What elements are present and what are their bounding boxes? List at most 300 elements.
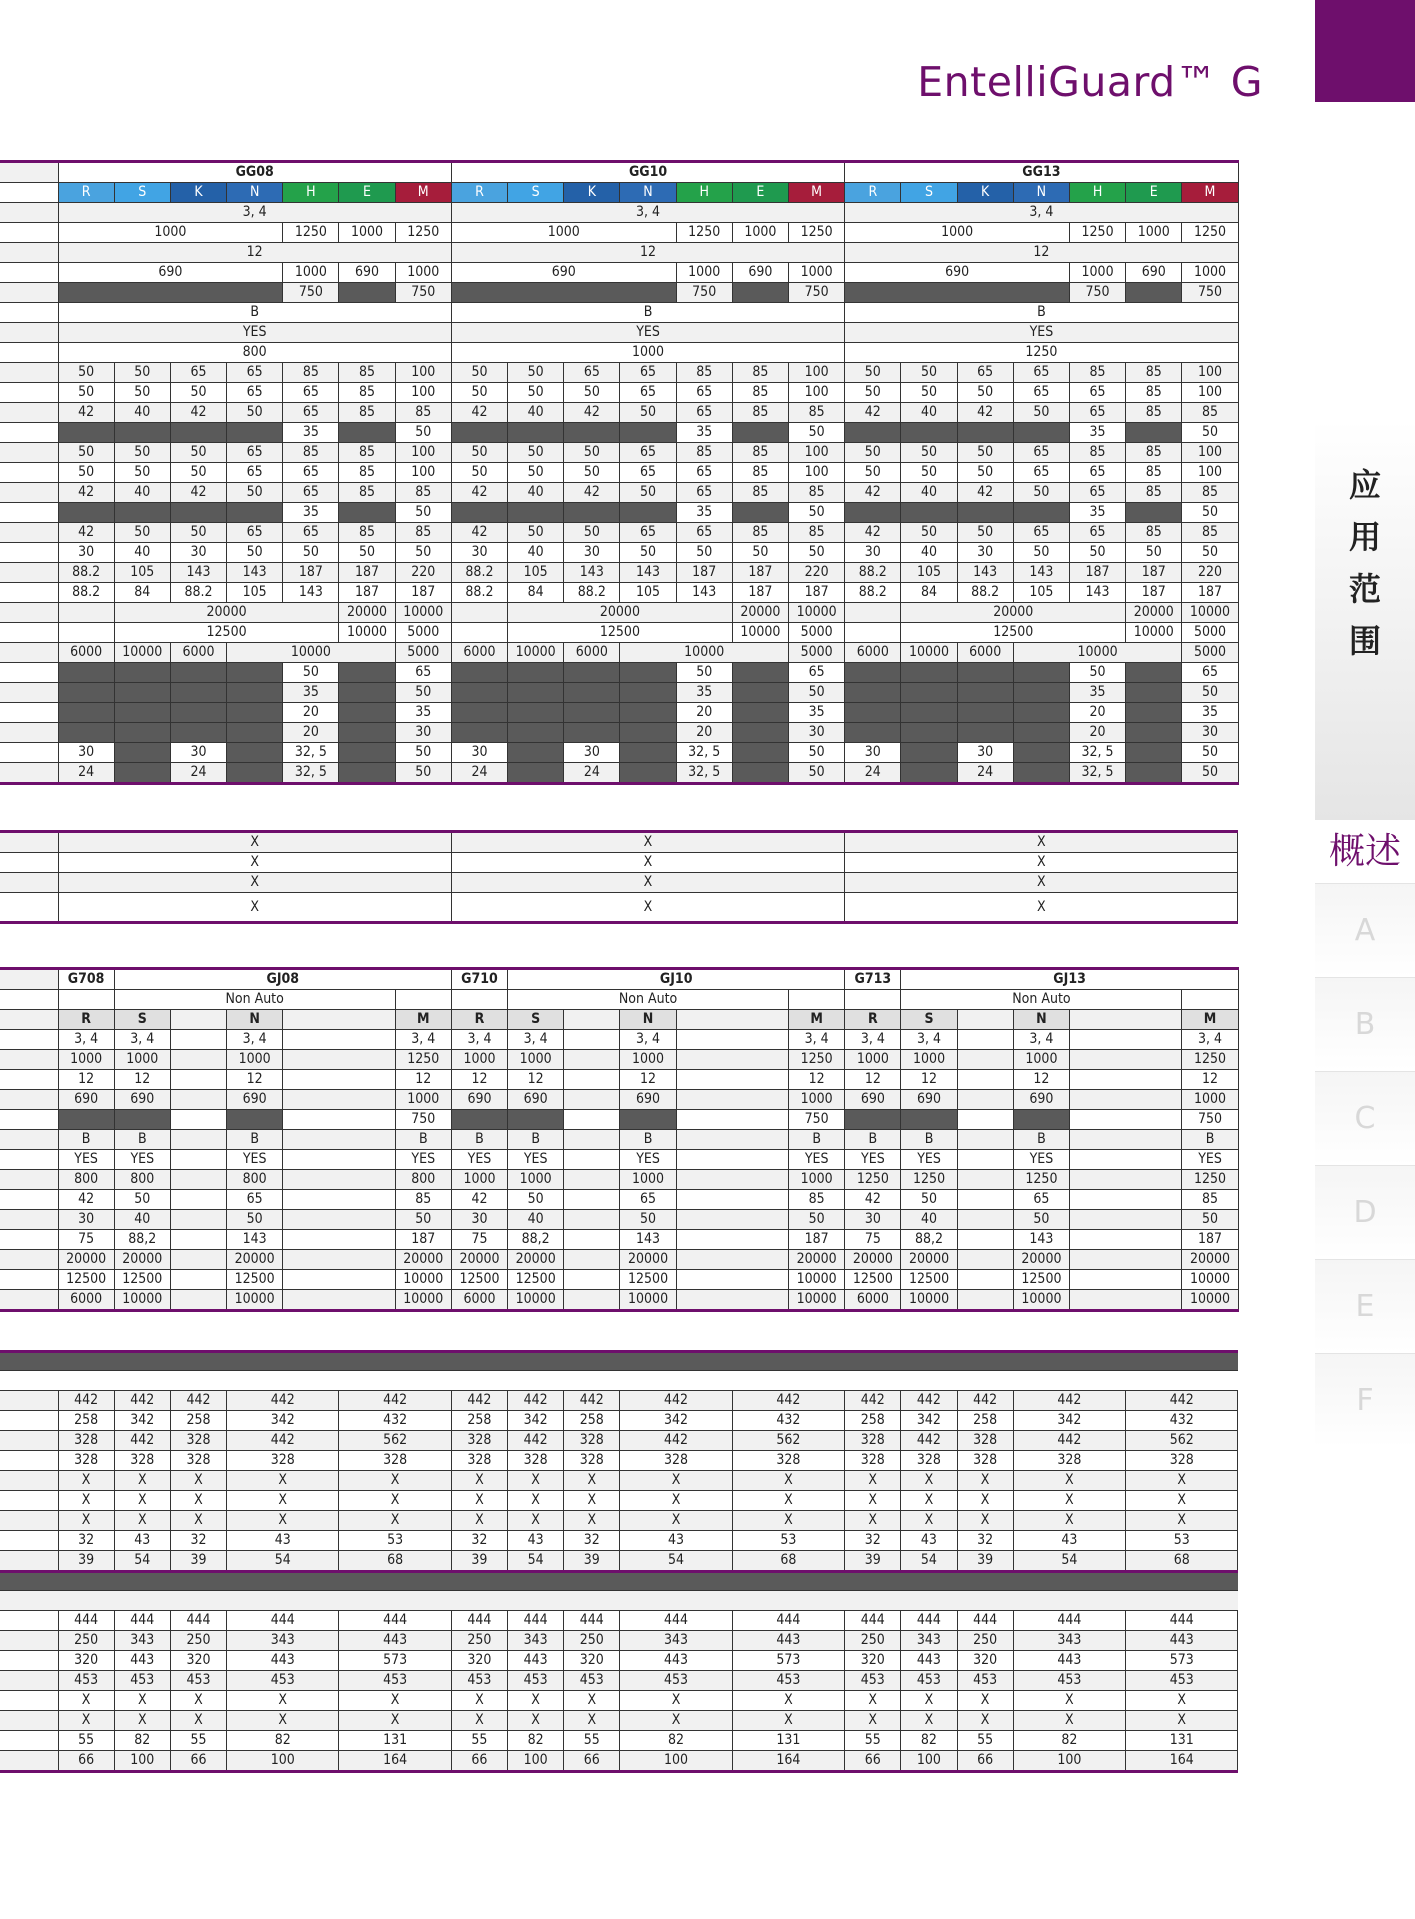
table-cell: 100 xyxy=(1182,363,1238,383)
col-header: N xyxy=(620,1010,676,1030)
table-cell xyxy=(957,1110,1013,1130)
shaded-cell xyxy=(58,423,114,443)
table-cell: 143 xyxy=(1013,563,1069,583)
row-label xyxy=(0,363,58,383)
table-cell: 85 xyxy=(1182,523,1238,543)
table-cell: 30 xyxy=(788,723,844,743)
category-letter: M xyxy=(395,183,451,203)
table-cell: 50 xyxy=(1126,543,1182,563)
table-cell: 328 xyxy=(451,1431,507,1451)
table-cell: 43 xyxy=(620,1531,732,1551)
sidebar-tab-a[interactable]: A xyxy=(1315,883,1415,977)
table-cell: 187 xyxy=(732,583,788,603)
table-cell: 50 xyxy=(788,423,844,443)
col-header: R xyxy=(58,1010,114,1030)
table-cell: X xyxy=(732,1711,844,1731)
table-cell: X xyxy=(170,1511,226,1531)
table-cell: X xyxy=(451,893,844,923)
table-cell: 10000 xyxy=(1013,643,1182,663)
category-letter: S xyxy=(901,183,957,203)
category-letter: N xyxy=(227,183,283,203)
table-cell: 50 xyxy=(788,543,844,563)
table-cell: 105 xyxy=(620,583,676,603)
table-cell: 1000 xyxy=(732,223,788,243)
table-cell: X xyxy=(957,1691,1013,1711)
table-cell: 442 xyxy=(508,1391,564,1411)
row-label xyxy=(0,603,58,623)
table-cell: X xyxy=(451,853,844,873)
table-cell xyxy=(283,1070,395,1090)
row-label xyxy=(0,503,58,523)
table-cell: 258 xyxy=(845,1411,901,1431)
table-cell xyxy=(170,1090,226,1110)
table-cell: 88,2 xyxy=(901,1230,957,1250)
table-cell: 85 xyxy=(339,363,395,383)
table-cell: 800 xyxy=(58,343,451,363)
table-cell xyxy=(564,1090,620,1110)
category-letter: S xyxy=(508,183,564,203)
table-cell xyxy=(676,1250,788,1270)
table-cell: 88,2 xyxy=(508,1230,564,1250)
table-cell: 50 xyxy=(620,403,676,423)
table-cell: 40 xyxy=(114,543,170,563)
row-label xyxy=(0,1090,58,1110)
row-label xyxy=(0,623,58,643)
table-cell: 10000 xyxy=(1182,1290,1238,1311)
table-cell: 1250 xyxy=(1182,1050,1238,1070)
table-cell: 55 xyxy=(170,1731,226,1751)
table-cell xyxy=(283,1050,395,1070)
table-cell: 6000 xyxy=(58,1290,114,1311)
table-cell: 143 xyxy=(170,563,226,583)
table-cell: 442 xyxy=(114,1391,170,1411)
sidebar-tab-c[interactable]: C xyxy=(1315,1071,1415,1165)
shaded-cell xyxy=(114,503,170,523)
table-cell: 258 xyxy=(957,1411,1013,1431)
table-cell: 35 xyxy=(283,683,339,703)
row-label xyxy=(0,969,58,990)
category-letter: N xyxy=(1013,183,1069,203)
table-cell: 1000 xyxy=(451,343,844,363)
shaded-cell xyxy=(845,703,901,723)
table-cell: 20 xyxy=(283,723,339,743)
table-cell: 40 xyxy=(114,403,170,423)
table-cell: 100 xyxy=(395,383,451,403)
table-cell: 50 xyxy=(1013,543,1069,563)
table-cell: X xyxy=(901,1471,957,1491)
shaded-cell xyxy=(508,503,564,523)
shaded-cell xyxy=(732,283,788,303)
table-cell: 6000 xyxy=(845,1290,901,1311)
table-cell xyxy=(957,1190,1013,1210)
table-cell: 12 xyxy=(58,243,451,263)
shaded-cell xyxy=(339,663,395,683)
row-label xyxy=(0,583,58,603)
table-cell xyxy=(1070,1210,1182,1230)
shaded-cell xyxy=(845,423,901,443)
table-cell: X xyxy=(451,832,844,853)
table-cell: 100 xyxy=(227,1751,339,1772)
table-cell: 443 xyxy=(1126,1631,1238,1651)
table-cell: 6000 xyxy=(957,643,1013,663)
table-cell: 54 xyxy=(114,1551,170,1572)
row-label xyxy=(0,1531,58,1551)
table-cell: 88.2 xyxy=(170,583,226,603)
table-cell xyxy=(676,1010,788,1030)
table-cell: 1000 xyxy=(508,1170,564,1190)
table-cell: 1000 xyxy=(901,1050,957,1070)
shaded-cell xyxy=(170,663,226,683)
table-cell: 65 xyxy=(1069,463,1125,483)
sidebar-tab-e[interactable]: E xyxy=(1315,1259,1415,1353)
row-label xyxy=(0,523,58,543)
shaded-cell xyxy=(901,423,957,443)
row-label xyxy=(0,1391,58,1411)
table-cell: 32 xyxy=(451,1531,507,1551)
table-cell: 10000 xyxy=(395,1290,451,1311)
sidebar-section-title[interactable]: 概述 xyxy=(1328,831,1401,872)
table-cell: 12 xyxy=(451,243,844,263)
table-cell: 100 xyxy=(788,463,844,483)
table-cell: 328 xyxy=(845,1431,901,1451)
table-cell: 65 xyxy=(283,383,339,403)
table-cell: 50 xyxy=(1013,483,1069,503)
table-cell: X xyxy=(227,1691,339,1711)
shaded-cell xyxy=(508,683,564,703)
sidebar-tab-f[interactable]: F xyxy=(1315,1353,1415,1447)
table-cell: 453 xyxy=(620,1671,732,1691)
shaded-cell xyxy=(1126,683,1182,703)
table-cell: 50 xyxy=(170,523,226,543)
table-cell: 328 xyxy=(732,1451,844,1471)
table-cell: 20000 xyxy=(1126,603,1182,623)
table-cell: 10000 xyxy=(620,643,789,663)
shaded-cell xyxy=(508,723,564,743)
table-cell xyxy=(283,1150,395,1170)
table-cell xyxy=(957,1090,1013,1110)
table-cell: 42 xyxy=(58,403,114,423)
table-cell: 453 xyxy=(451,1671,507,1691)
table-cell xyxy=(58,603,114,623)
row-label xyxy=(0,1250,58,1270)
shaded-cell xyxy=(227,683,283,703)
table-cell: B xyxy=(845,303,1238,323)
table-cell: 50 xyxy=(58,363,114,383)
table-cell: X xyxy=(339,1711,451,1731)
table-cell: 453 xyxy=(339,1671,451,1691)
table-cell xyxy=(283,1190,395,1210)
table-cell: 750 xyxy=(789,1110,845,1130)
table-cell: 85 xyxy=(1126,443,1182,463)
table-cell: YES xyxy=(58,1150,114,1170)
shaded-cell xyxy=(620,683,676,703)
shaded-cell xyxy=(901,743,957,763)
table-cell: 12500 xyxy=(620,1270,676,1290)
table-cell: 65 xyxy=(1069,403,1125,423)
table-cell: 453 xyxy=(1126,1671,1238,1691)
shaded-cell xyxy=(732,423,788,443)
table-cell: 10000 xyxy=(227,643,396,663)
col-header: M xyxy=(395,1010,451,1030)
table-cell: 1000 xyxy=(845,223,1070,243)
shaded-cell xyxy=(58,703,114,723)
shaded-cell xyxy=(1013,663,1069,683)
table-cell xyxy=(283,1210,395,1230)
table-cell: 85 xyxy=(339,403,395,423)
table-cell: 54 xyxy=(901,1551,957,1572)
section-sidebar xyxy=(1315,420,1415,1520)
table-cell: 187 xyxy=(1126,563,1182,583)
shaded-cell xyxy=(170,683,226,703)
shaded-cell xyxy=(227,423,283,443)
table-cell: 40 xyxy=(901,403,957,423)
table-cell: 10000 xyxy=(1013,1290,1069,1311)
table-cell: 75 xyxy=(58,1230,114,1250)
shaded-cell xyxy=(957,683,1013,703)
table-cell xyxy=(283,1230,395,1250)
sidebar-tab-d[interactable]: D xyxy=(1315,1165,1415,1259)
table-cell: 328 xyxy=(508,1451,564,1471)
table-cell: 65 xyxy=(676,463,732,483)
table-cell: 65 xyxy=(283,483,339,503)
table-cell: 20000 xyxy=(339,603,395,623)
table-cell xyxy=(957,1230,1013,1250)
row-label xyxy=(0,1671,58,1691)
table-cell: 32, 5 xyxy=(283,763,339,784)
table-cell: YES xyxy=(508,1150,564,1170)
table-cell: 42 xyxy=(845,483,901,503)
table-cell: 50 xyxy=(114,463,170,483)
table-cell: 85 xyxy=(1069,363,1125,383)
shaded-cell xyxy=(114,423,170,443)
table-cell: B xyxy=(845,1130,901,1150)
table-cell xyxy=(564,1010,620,1030)
table-cell: 88.2 xyxy=(845,583,901,603)
shaded-cell xyxy=(114,683,170,703)
table-cell: 55 xyxy=(564,1731,620,1751)
shaded-cell xyxy=(451,283,676,303)
table-cell: X xyxy=(339,1491,451,1511)
table-cell: X xyxy=(451,1471,507,1491)
table-cell: 187 xyxy=(1182,583,1238,603)
spec-table-dimensions xyxy=(0,1350,1238,1773)
shaded-cell xyxy=(339,683,395,703)
table-cell: 320 xyxy=(170,1651,226,1671)
row-label xyxy=(0,1130,58,1150)
table-cell: X xyxy=(957,1711,1013,1731)
table-cell: X xyxy=(732,1511,844,1531)
table-cell: 6000 xyxy=(451,1290,507,1311)
row-label xyxy=(0,223,58,243)
row-label xyxy=(0,1511,58,1531)
shaded-cell xyxy=(227,503,283,523)
table-cell: 444 xyxy=(1013,1611,1125,1631)
table-cell: 65 xyxy=(283,463,339,483)
table-cell: X xyxy=(845,1491,901,1511)
table-cell: 453 xyxy=(957,1671,1013,1691)
table-cell: 39 xyxy=(845,1551,901,1572)
table-cell: 328 xyxy=(901,1451,957,1471)
table-cell: 50 xyxy=(957,383,1013,403)
table-cell xyxy=(1070,1190,1182,1210)
shaded-cell xyxy=(957,663,1013,683)
table-cell: 690 xyxy=(845,263,1070,283)
table-cell: 88.2 xyxy=(58,563,114,583)
table-cell: B xyxy=(508,1130,564,1150)
sidebar-tab-b[interactable]: B xyxy=(1315,977,1415,1071)
table-cell xyxy=(1070,1270,1182,1290)
table-cell: 328 xyxy=(564,1451,620,1471)
table-cell: 55 xyxy=(451,1731,507,1751)
shaded-cell xyxy=(1126,423,1182,443)
table-cell: 24 xyxy=(957,763,1013,784)
table-cell: 85 xyxy=(1126,383,1182,403)
table-cell: 1250 xyxy=(676,223,732,243)
table-cell xyxy=(1070,1070,1182,1090)
table-cell: 1250 xyxy=(1013,1170,1069,1190)
table-cell: X xyxy=(451,1491,507,1511)
table-cell: 53 xyxy=(339,1531,451,1551)
table-cell: 66 xyxy=(58,1751,114,1772)
table-cell xyxy=(564,1250,620,1270)
table-cell: 50 xyxy=(451,363,507,383)
table-cell: 12 xyxy=(901,1070,957,1090)
table-cell: 50 xyxy=(901,443,957,463)
table-cell: 12 xyxy=(1182,1070,1238,1090)
table-cell: 68 xyxy=(1126,1551,1238,1572)
table-cell: 20 xyxy=(1069,703,1125,723)
shaded-cell xyxy=(227,703,283,723)
shaded-cell xyxy=(732,503,788,523)
table-cell: 88.2 xyxy=(451,583,507,603)
table-cell xyxy=(676,1110,788,1130)
table-cell: X xyxy=(170,1491,226,1511)
table-cell: 32 xyxy=(957,1531,1013,1551)
table-cell: 10000 xyxy=(732,623,788,643)
row-label xyxy=(0,1731,58,1751)
table-cell: 105 xyxy=(114,563,170,583)
table-cell: 328 xyxy=(957,1431,1013,1451)
table-cell: 66 xyxy=(957,1751,1013,1772)
table-cell xyxy=(1070,1030,1182,1050)
shaded-cell xyxy=(901,663,957,683)
shaded-cell xyxy=(451,723,507,743)
table-cell: 187 xyxy=(1182,1230,1238,1250)
table-cell: 1000 xyxy=(620,1170,676,1190)
category-letter: M xyxy=(788,183,844,203)
table-cell: 35 xyxy=(1069,503,1125,523)
table-cell: 1250 xyxy=(395,1050,451,1070)
table-cell xyxy=(957,1130,1013,1150)
table-cell: X xyxy=(845,893,1238,923)
table-cell xyxy=(845,990,901,1010)
table-cell xyxy=(1013,1110,1069,1130)
row-label xyxy=(0,1070,58,1090)
table-cell: 55 xyxy=(845,1731,901,1751)
row-label xyxy=(0,893,58,923)
table-cell: X xyxy=(114,1711,170,1731)
table-cell: X xyxy=(1013,1711,1125,1731)
shaded-cell xyxy=(845,283,1070,303)
table-cell: 32 xyxy=(564,1531,620,1551)
table-cell: 50 xyxy=(283,543,339,563)
table-cell: 88.2 xyxy=(451,563,507,583)
table-cell: 50 xyxy=(957,443,1013,463)
table-cell: 6000 xyxy=(564,643,620,663)
table-cell: 442 xyxy=(620,1391,732,1411)
table-cell: 100 xyxy=(395,463,451,483)
table-cell: B xyxy=(451,1130,507,1150)
table-cell: 12 xyxy=(114,1070,170,1090)
table-cell: 443 xyxy=(227,1651,339,1671)
table-cell xyxy=(1070,1290,1182,1311)
row-label xyxy=(0,1551,58,1572)
shaded-cell xyxy=(957,703,1013,723)
table-cell: 35 xyxy=(283,503,339,523)
shaded-cell xyxy=(114,703,170,723)
table-cell: X xyxy=(114,1691,170,1711)
row-label xyxy=(0,543,58,563)
table-cell: 3, 4 xyxy=(845,1030,901,1050)
table-cell: 30 xyxy=(58,1210,114,1230)
table-cell: 800 xyxy=(58,1170,114,1190)
table-cell: 343 xyxy=(227,1631,339,1651)
table-cell: 85 xyxy=(1182,1190,1238,1210)
table-cell: 65 xyxy=(620,1190,676,1210)
table-cell: 42 xyxy=(58,1190,114,1210)
table-cell: 50 xyxy=(114,523,170,543)
table-cell: 250 xyxy=(564,1631,620,1651)
table-cell: 750 xyxy=(1182,283,1238,303)
table-cell: 66 xyxy=(845,1751,901,1772)
table-cell: 50 xyxy=(227,543,283,563)
table-cell xyxy=(283,1030,395,1050)
table-cell: 143 xyxy=(227,563,283,583)
table-cell: 328 xyxy=(339,1451,451,1471)
table-cell: YES xyxy=(395,1150,451,1170)
table-cell xyxy=(676,1290,788,1311)
table-cell: 30 xyxy=(845,1210,901,1230)
table-cell: 453 xyxy=(170,1671,226,1691)
table-cell: 50 xyxy=(1013,1210,1069,1230)
shaded-cell xyxy=(564,703,620,723)
table-cell: 50 xyxy=(114,443,170,463)
table-cell: 164 xyxy=(339,1751,451,1772)
table-cell: 30 xyxy=(170,743,226,763)
table-cell: 343 xyxy=(901,1631,957,1651)
table-cell: 442 xyxy=(170,1391,226,1411)
sidebar-char: 用 xyxy=(1348,518,1381,556)
group-header: GG08 xyxy=(58,162,451,183)
table-cell: 10000 xyxy=(395,603,451,623)
corner-accent-block xyxy=(1315,0,1415,102)
table-cell xyxy=(58,990,114,1010)
shaded-cell xyxy=(1013,743,1069,763)
table-cell: 50 xyxy=(395,543,451,563)
table-cell: X xyxy=(227,1711,339,1731)
table-cell: 50 xyxy=(788,763,844,784)
shaded-cell xyxy=(845,723,901,743)
table-cell: 88.2 xyxy=(957,583,1013,603)
table-cell: 444 xyxy=(170,1611,226,1631)
table-cell: 65 xyxy=(620,443,676,463)
table-cell xyxy=(564,1070,620,1090)
table-cell: 750 xyxy=(676,283,732,303)
table-cell: 1000 xyxy=(789,1090,845,1110)
table-cell: X xyxy=(58,832,451,853)
table-cell: 444 xyxy=(114,1611,170,1631)
table-cell: 690 xyxy=(732,263,788,283)
